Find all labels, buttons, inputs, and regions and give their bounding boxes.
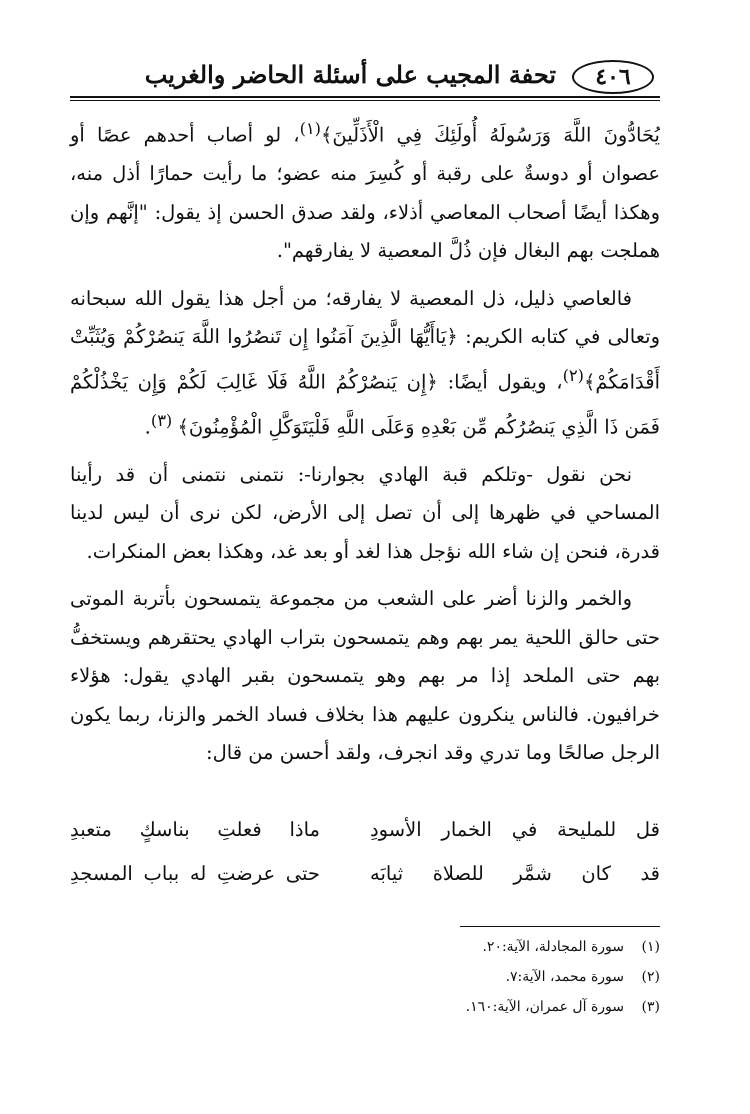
running-title: تحفة المجيب على أسئلة الحاضر والغريب xyxy=(144,60,556,89)
footnotes xyxy=(70,932,660,1022)
paragraph-text: والخمر والزنا أضر على الشعب من مجموعة يتمسحون بأتربة الموتى حتى حالق اللحية يمر بهم وهم يتمسحون بتراب الهادي يحتقرهم ويستخفُّ بهم حتى الملحد إذا مر بهم وهو يتمسحون بقبر الهادي يقول: هؤلاء خرافيون. فالناس ينكرون عليهم هذا بخلاف فساد الخمر والزنا، ربما يكون الرجل صالحًا وما تدري وقد انجرف، ولقد أحسن من قال: xyxy=(70,587,660,764)
footnote-rule xyxy=(460,926,660,927)
quran-verse: يُحَادُّونَ اللَّهَ وَرَسُولَهُ أُولَئِكَ فِي الْأَذَلِّينَ﴾ xyxy=(321,123,660,147)
footnote xyxy=(70,992,660,1022)
footnote xyxy=(70,962,660,992)
footnote-number: (٢) xyxy=(641,969,660,985)
poem-hemistich-second: ماذا فعلتِ بناسكٍ متعبدِ xyxy=(70,818,320,841)
paragraph-2 xyxy=(70,280,660,447)
page-number: ٤٠٦ xyxy=(572,60,654,94)
poem-line xyxy=(70,862,660,906)
footnote-ref: (١) xyxy=(299,119,321,138)
poem xyxy=(70,818,660,906)
paragraph-4 xyxy=(70,580,660,773)
footnote-ref: (٣) xyxy=(150,410,178,430)
paragraph-text: فالعاصي ذليل، ذل المعصية لا يفارقه؛ من أجل هذا يقول الله سبحانه وتعالى في كتابه الكريم: xyxy=(70,286,660,348)
header-rule xyxy=(70,96,660,98)
footnote-text: سورة آل عمران، الآية:١٦٠. xyxy=(465,999,624,1015)
footnote-text: سورة محمد، الآية:٧. xyxy=(505,969,624,985)
poem-hemistich-first: قل للمليحة في الخمار الأسودِ xyxy=(370,818,660,841)
main-text xyxy=(70,110,660,773)
quran-verse: ﴿إِن يَنصُرْكُمُ اللَّهُ فَلَا غَالِبَ لَكُمْ وَإِن يَخْذُلْكُمْ فَمَن ذَا الَّذِي يَنصُرُكُم مِّن بَعْدِهِ وَعَلَى اللَّهِ فَلْيَتَوَكَّلِ الْمُؤْمِنُونَ﴾ xyxy=(70,370,660,438)
poem-hemistich-first: قد كان شمَّر للصلاة ثيابَه xyxy=(370,862,660,885)
poem-hemistich-second: حتى عرضتِ له بباب المسجدِ xyxy=(70,862,320,885)
poem-line xyxy=(70,818,660,862)
paragraph-text: ، لو أصاب أحدهم عصًا أو عصوان أو دوسةٌ على رقبة أو كُسِرَ منه عضو؛ ما رأيت حمارًا أذل منه، وهكذا أيضًا أصحاب المعاصي أذلاء، ولقد صدق الحسن إذ يقول: "إنَّهم وإن هملجت بهم البغال فإن ذُلَّ المعصية لا يفارقهم". xyxy=(70,123,660,262)
paragraph-text: ، ويقول أيضًا: xyxy=(437,370,563,393)
footnote-number: (١) xyxy=(641,939,660,955)
page-header xyxy=(70,58,660,98)
paragraph-3 xyxy=(70,456,660,572)
quran-verse: ﴿يَاأَيُّهَا الَّذِينَ آمَنُوا إِن تَنصُرُوا اللَّهَ يَنصُرْكُمْ وَيُثَبِّتْ أَقْدَامَكُمْ﴾ xyxy=(70,325,660,393)
paragraph-text: نحن نقول -وتلكم قبة الهادي بجوارنا-: نتمنى نتمنى أن قد رأينا المساحي في ظهرها إلى أن تصل إلى الأرض، لكن نرى أن ليس لدينا قدرة، فنحن إن شاء الله نؤجل هذا لغد أو بعد غد، وهكذا بعض المنكرات. xyxy=(70,462,660,563)
paragraph-1 xyxy=(70,110,660,271)
paragraph-text: . xyxy=(144,415,151,438)
footnote xyxy=(70,932,660,962)
footnote-text: سورة المجادلة، الآية:٢٠. xyxy=(482,939,624,955)
footnote-ref: (٢) xyxy=(562,365,584,385)
header-rule-thin xyxy=(70,100,660,101)
footnote-number: (٣) xyxy=(641,999,660,1015)
